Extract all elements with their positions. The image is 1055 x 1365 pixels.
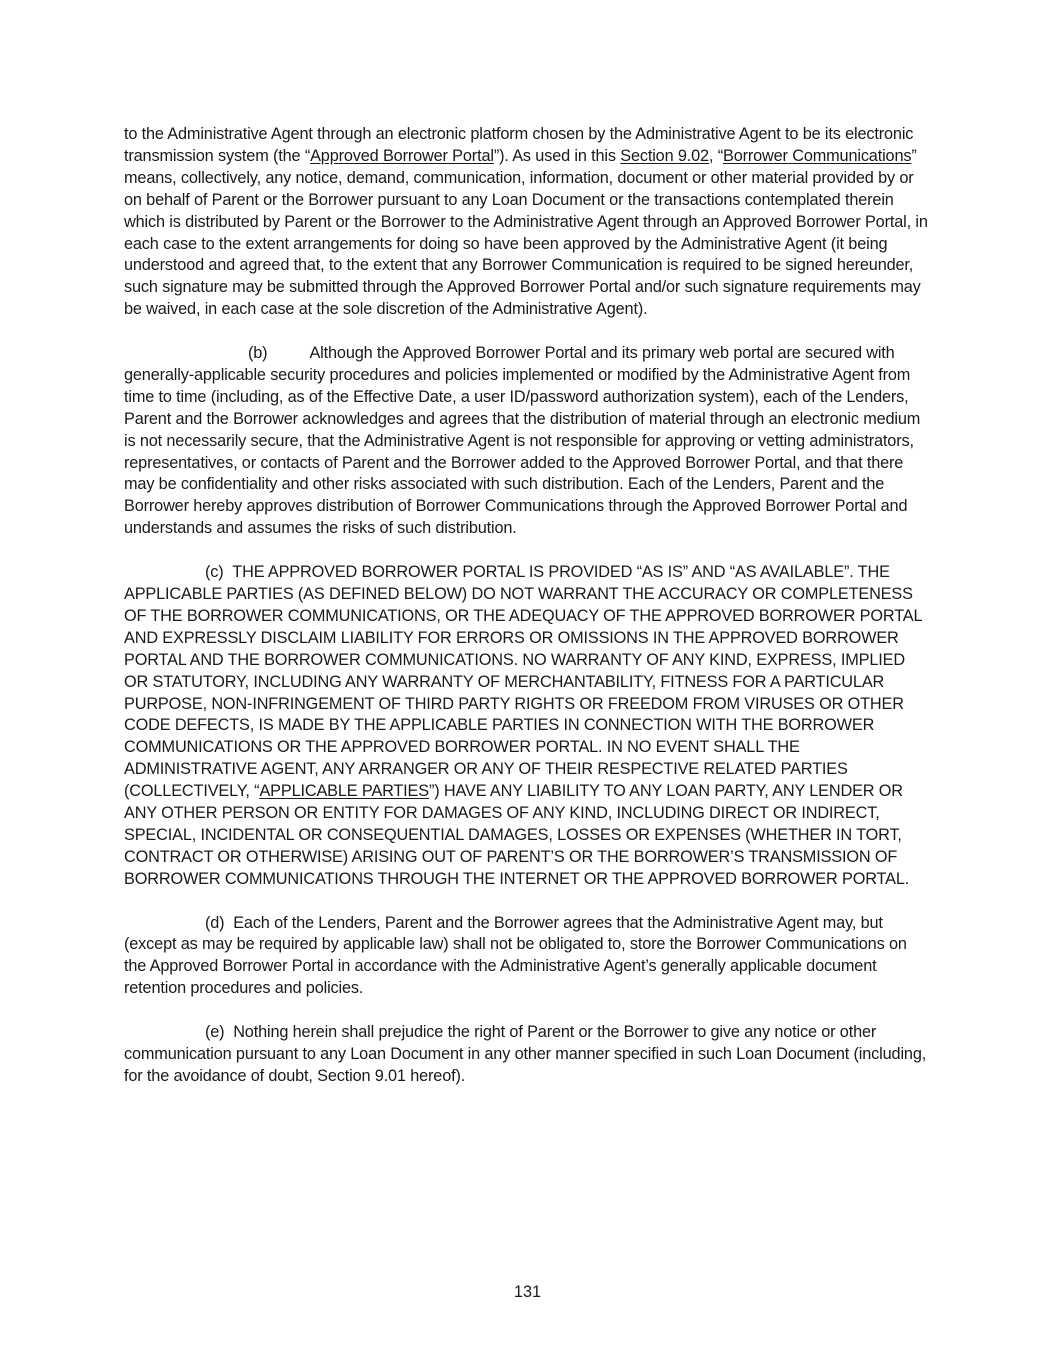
paragraph-e-label: (e) bbox=[205, 1023, 225, 1042]
paragraph-e-text: Nothing herein shall prejudice the right of Parent or the Borrower to give any notice or other communication pursuant to any Loan Document in any other manner specified in such Loan Document (including, for the avoidance of doubt, Section 9.01 hereof). bbox=[124, 1023, 927, 1085]
paragraph-b-label: (b) bbox=[248, 344, 268, 363]
defined-term-approved-borrower-portal: Approved Borrower Portal bbox=[310, 146, 494, 165]
defined-term-borrower-communications: Borrower Communications bbox=[722, 146, 912, 165]
paragraph-a-text-4: ” means, collectively, any notice, demand, communication, information, document or other material provided by or on behalf of Parent or the Borrower pursuant to any Loan Document or the transactions contemplated therein which is distributed by Parent or the Borrower to the Administrative Agent through an Approved Borrower Portal, in each case to the extent arrangements for doing so have been approved by the Administrative Agent (it being understood and agreed that, to the extent that any Borrower Communication is required to be signed hereunder, such signature may be submitted through the Approved Borrower Portal and/or such signature requirements may be waived, in each case at the sole discretion of the Administrative Agent). bbox=[124, 146, 928, 319]
paragraph-b bbox=[124, 343, 932, 540]
paragraph-a-text-2: ”). As used in this bbox=[493, 146, 621, 165]
paragraph-c-text-2: ”) HAVE ANY LIABILITY TO ANY LOAN PARTY, ANY LENDER OR ANY OTHER PERSON OR ENTITY FOR DAMAGES OF ANY KIND, INCLUDING DIRECT OR INDIRECT, SPECIAL, INCIDENTAL OR CONSEQUENTIAL DAMAGES, LOSSES OR EXPENSES (WHETHER IN TORT, CONTRACT OR OTHERWISE) ARISING OUT OF PARENT’S OR THE BORROWER’S TRANSMISSION OF BORROWER COMMUNICATIONS THROUGH THE INTERNET OR THE APPROVED BORROWER PORTAL. bbox=[124, 782, 910, 888]
section-reference-9-02: Section 9.02 bbox=[620, 146, 709, 165]
defined-term-applicable-parties: APPLICABLE PARTIES bbox=[259, 782, 429, 801]
paragraph-e bbox=[124, 1022, 932, 1088]
paragraph-c-text-1: THE APPROVED BORROWER PORTAL IS PROVIDED “AS IS” AND “AS AVAILABLE”. THE APPLICABLE PARTIES (AS DEFINED BELOW) DO NOT WARRANT THE ACCURACY OR COMPLETENESS OF THE BORROWER COMMUNICATIONS, OR THE ADEQUACY OF THE APPROVED BORROWER PORTAL AND EXPRESSLY DISCLAIM LIABILITY FOR ERRORS OR OMISSIONS IN THE APPROVED BORROWER PORTAL AND THE BORROWER COMMUNICATIONS. NO WARRANTY OF ANY KIND, EXPRESS, IMPLIED OR STATUTORY, INCLUDING ANY WARRANTY OF MERCHANTABILITY, FITNESS FOR A PARTICULAR PURPOSE, NON-INFRINGEMENT OF THIRD PARTY RIGHTS OR FREEDOM FROM VIRUSES OR OTHER CODE DEFECTS, IS MADE BY THE APPLICABLE PARTIES IN CONNECTION WITH THE BORROWER COMMUNICATIONS OR THE APPROVED BORROWER PORTAL. IN NO EVENT SHALL THE ADMINISTRATIVE AGENT, ANY ARRANGER OR ANY OF THEIR RESPECTIVE RELATED PARTIES (COLLECTIVELY, “ bbox=[124, 563, 922, 801]
document-page bbox=[124, 124, 932, 1088]
paragraph-b-text: Although the Approved Borrower Portal and its primary web portal are secured with generally-applicable security procedures and policies implemented or modified by the Administrative Agent from time to time (including, as of the Effective Date, a user ID/password authorization system), each of the Lenders, Parent and the Borrower acknowledges and agrees that the distribution of material through an electronic medium is not necessarily secure, that the Administrative Agent is not responsible for approving or vetting administrators, representatives, or contacts of Parent and the Borrower added to the Approved Borrower Portal, and that there may be confidentiality and other risks associated with such distribution. Each of the Lenders, Parent and the Borrower hereby approves distribution of Borrower Communications through the Approved Borrower Portal and understands and assumes the risks of such distribution. bbox=[124, 344, 921, 538]
paragraph-d-label: (d) bbox=[205, 913, 225, 932]
paragraph-d-text: Each of the Lenders, Parent and the Borrower agrees that the Administrative Agent may, but (except as may be required by applicable law) shall not be obligated to, store the Borrower Communications on the Approved Borrower Portal in accordance with the Administrative Agent’s generally applicable document retention procedures and policies. bbox=[124, 913, 907, 998]
paragraph-a-text-1: to the Administrative Agent through an electronic platform chosen by the Administrative Agent to be its electronic transmission system (the “ bbox=[124, 125, 914, 165]
paragraph-c bbox=[124, 562, 932, 891]
paragraph-a bbox=[124, 124, 932, 321]
paragraph-c-label: (c) bbox=[205, 563, 224, 582]
paragraph-d bbox=[124, 913, 932, 1001]
page-number: 131 bbox=[513, 1283, 542, 1301]
paragraph-a-text-3: , “ bbox=[708, 146, 723, 165]
